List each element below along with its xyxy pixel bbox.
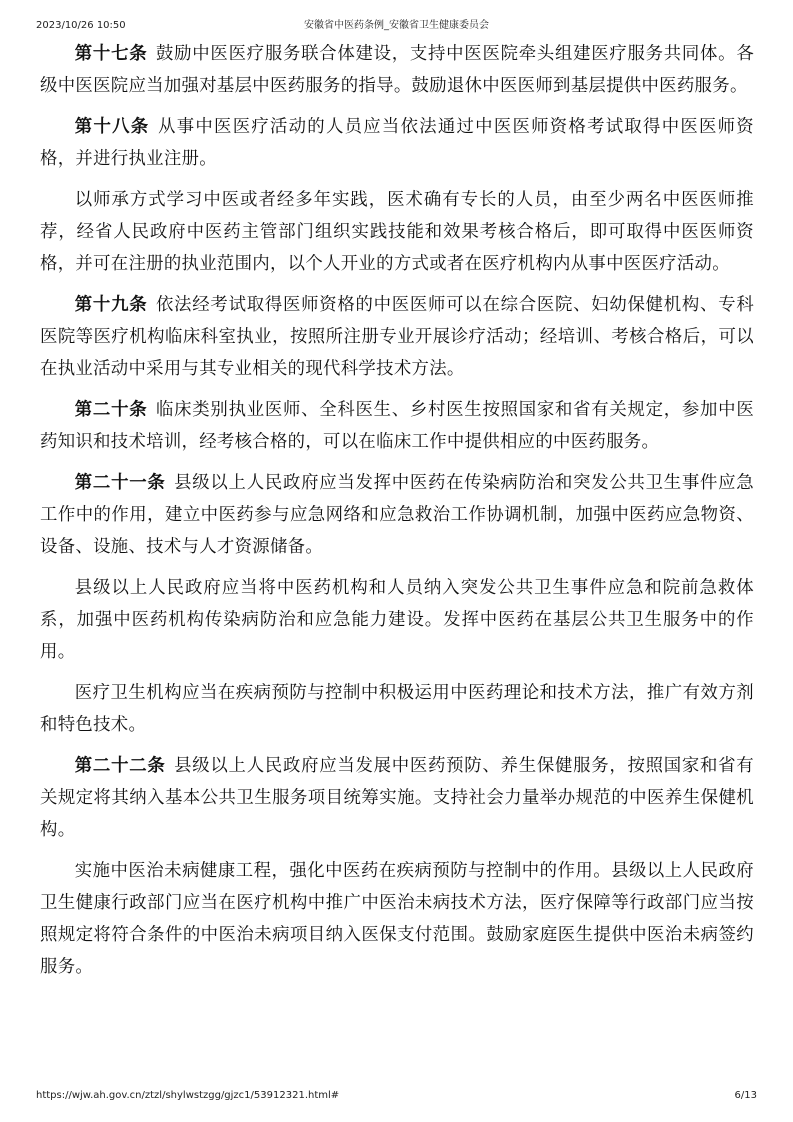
paragraph-article-19 bbox=[40, 289, 754, 385]
paragraph-article-21-clause-2 bbox=[40, 572, 754, 668]
paragraph-text: 实施中医治未病健康工程，强化中医药在疾病预防与控制中的作用。县级以上人民政府卫生健康行政部门应当在医疗机构中推广中医治未病技术方法，医疗保障等行政部门应当按照规定将符合条件的中医治未病项目纳入医保支付范围。鼓励家庭医生提供中医治未病签约服务。 bbox=[40, 861, 754, 977]
article-number: 第十八条 bbox=[74, 117, 150, 137]
paragraph-article-18 bbox=[40, 111, 754, 175]
page-title: 安徽省中医药条例_安徽省卫生健康委员会 bbox=[304, 20, 489, 31]
paragraph-text: 县级以上人民政府应当发展中医药预防、养生保健服务，按照国家和省有关规定将其纳入基本公共卫生服务项目统筹实施。支持社会力量举办规范的中医养生保健机构。 bbox=[40, 756, 754, 840]
paragraph-text: 县级以上人民政府应当发挥中医药在传染病防治和突发公共卫生事件应急工作中的作用，建立中医药参与应急网络和应急救治工作协调机制，加强中医药应急物资、设备、设施、技术与人才资源储备。 bbox=[40, 473, 754, 557]
paragraph-article-21 bbox=[40, 467, 754, 563]
paragraph-article-17 bbox=[40, 38, 754, 102]
paragraph-article-20 bbox=[40, 394, 754, 458]
page-number: 6/13 bbox=[734, 1090, 757, 1101]
print-footer bbox=[36, 1089, 757, 1103]
paragraph-text: 鼓励中医医疗服务联合体建设，支持中医医院牵头组建医疗服务共同体。各级中医医院应当加强对基层中医药服务的指导。鼓励退休中医医师到基层提供中医药服务。 bbox=[40, 44, 755, 96]
paragraph-text: 以师承方式学习中医或者经多年实践，医术确有专长的人员，由至少两名中医医师推荐，经省人民政府中医药主管部门组织实践技能和效果考核合格后，即可取得中医医师资格，并可在注册的执业范围内，以个人开业的方式或者在医疗机构内从事中医医疗活动。 bbox=[40, 190, 754, 274]
article-number: 第十九条 bbox=[74, 295, 148, 315]
paragraph-text: 县级以上人民政府应当将中医药机构和人员纳入突发公共卫生事件应急和院前急救体系，加强中医药机构传染病防治和应急能力建设。发挥中医药在基层公共卫生服务中的作用。 bbox=[40, 578, 754, 662]
paragraph-article-22-clause-2 bbox=[40, 855, 754, 983]
document-body bbox=[40, 38, 754, 992]
paragraph-article-18-clause-2 bbox=[40, 184, 754, 280]
paragraph-text: 从事中医医疗活动的人员应当依法通过中医医师资格考试取得中医医师资格，并进行执业注册。 bbox=[40, 117, 754, 169]
article-number: 第十七条 bbox=[74, 44, 148, 64]
paragraph-text: 临床类别执业医师、全科医生、乡村医生按照国家和省有关规定，参加中医药知识和技术培训，经考核合格的，可以在临床工作中提供相应的中医药服务。 bbox=[40, 400, 755, 452]
paragraph-text: 依法经考试取得医师资格的中医医师可以在综合医院、妇幼保健机构、专科医院等医疗机构临床科室执业，按照所注册专业开展诊疗活动；经培训、考核合格后，可以在执业活动中采用与其专业相关的现代科学技术方法。 bbox=[40, 295, 755, 379]
article-number: 第二十条 bbox=[74, 400, 148, 420]
paragraph-text: 医疗卫生机构应当在疾病预防与控制中积极运用中医药理论和技术方法，推广有效方剂和特色技术。 bbox=[40, 683, 754, 735]
article-number: 第二十一条 bbox=[74, 473, 166, 493]
paragraph-article-22 bbox=[40, 750, 754, 846]
paragraph-article-21-clause-3 bbox=[40, 677, 754, 741]
article-number: 第二十二条 bbox=[74, 756, 166, 776]
page-url-link[interactable]: https://wjw.ah.gov.cn/ztzl/shylwstzgg/gjzc1/53912321.html# bbox=[36, 1090, 340, 1101]
print-header bbox=[36, 19, 757, 33]
print-datetime: 2023/10/26 10:50 bbox=[36, 20, 126, 31]
